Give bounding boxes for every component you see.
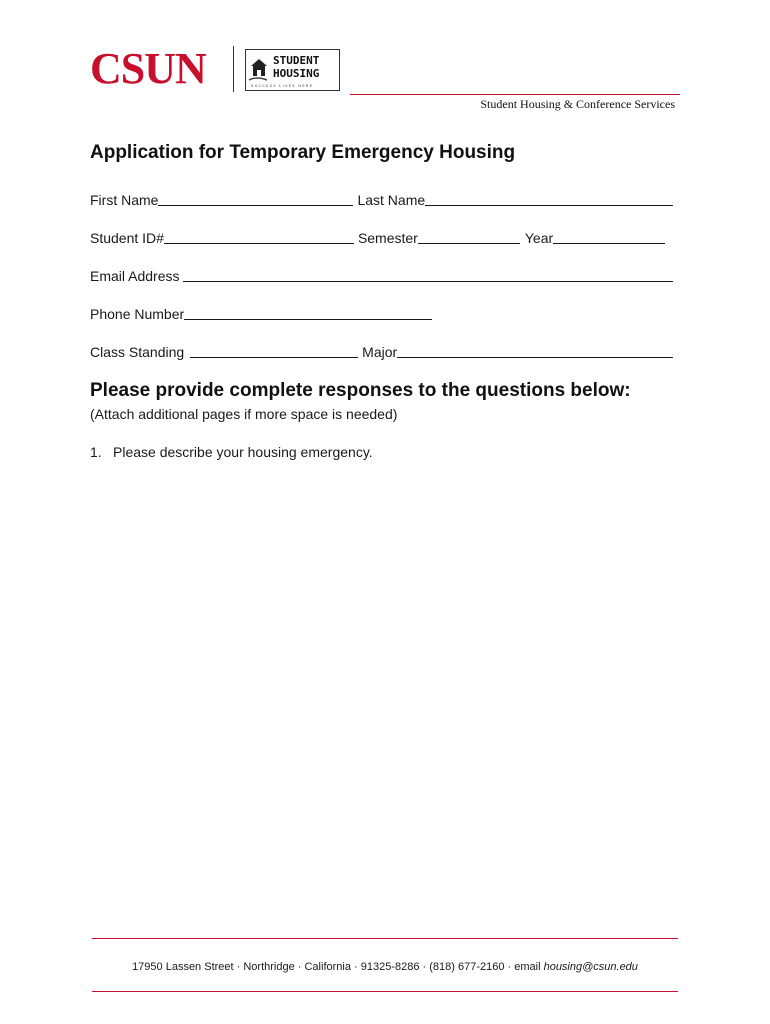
footer-rule-top [92,938,678,939]
question-number: 1. [90,444,102,460]
year-label: Year [524,230,554,246]
first-name-label: First Name [90,192,159,208]
class-standing-label: Class Standing [90,344,185,360]
semester-label: Semester [357,230,418,246]
name-row [90,189,673,209]
id-row [90,227,665,247]
student-id-label: Student ID# [90,230,164,246]
semester-field[interactable] [418,230,520,244]
section-heading: Please provide complete responses to the questions below: [90,380,631,401]
year-field[interactable] [553,230,665,244]
footer-contact [92,961,678,973]
question-text: Please describe your housing emergency. [113,444,373,460]
phone-row [90,303,432,323]
form-title: Application for Temporary Emergency Housing [90,142,516,163]
logo-tagline: SUCCESS LIVES HERE [251,84,314,88]
major-field[interactable] [397,344,673,358]
logo-line2: HOUSING [273,67,320,80]
section-note: (Attach additional pages if more space is needed) [90,406,398,422]
last-name-label: Last Name [357,192,426,208]
standing-row [90,341,673,361]
first-name-field[interactable] [158,192,353,206]
email-row [90,265,673,285]
response-area[interactable] [90,468,680,928]
csun-logo: CSUN [90,44,206,93]
email-label: Email Address [90,268,180,284]
class-standing-field[interactable] [190,344,358,358]
logo-line1: STUDENT [273,54,320,67]
email-field[interactable] [183,268,673,282]
student-housing-logo [245,49,340,91]
student-housing-logo-graphic [245,49,340,91]
phone-label: Phone Number [90,306,185,322]
department-name: Student Housing & Conference Services [480,97,675,111]
footer-email-link[interactable]: housing@csun.edu [543,961,638,973]
logo-divider [233,46,234,92]
student-id-field[interactable] [164,230,354,244]
phone-field[interactable] [184,306,432,320]
footer-address: 17950 Lassen Street · Northridge · California · 91325-8286 · (818) 677-2160 · email [132,961,544,973]
last-name-field[interactable] [425,192,673,206]
footer-rule-bottom [92,991,678,992]
major-label: Major [362,344,398,360]
question-item [90,444,373,460]
header-rule [350,94,680,95]
